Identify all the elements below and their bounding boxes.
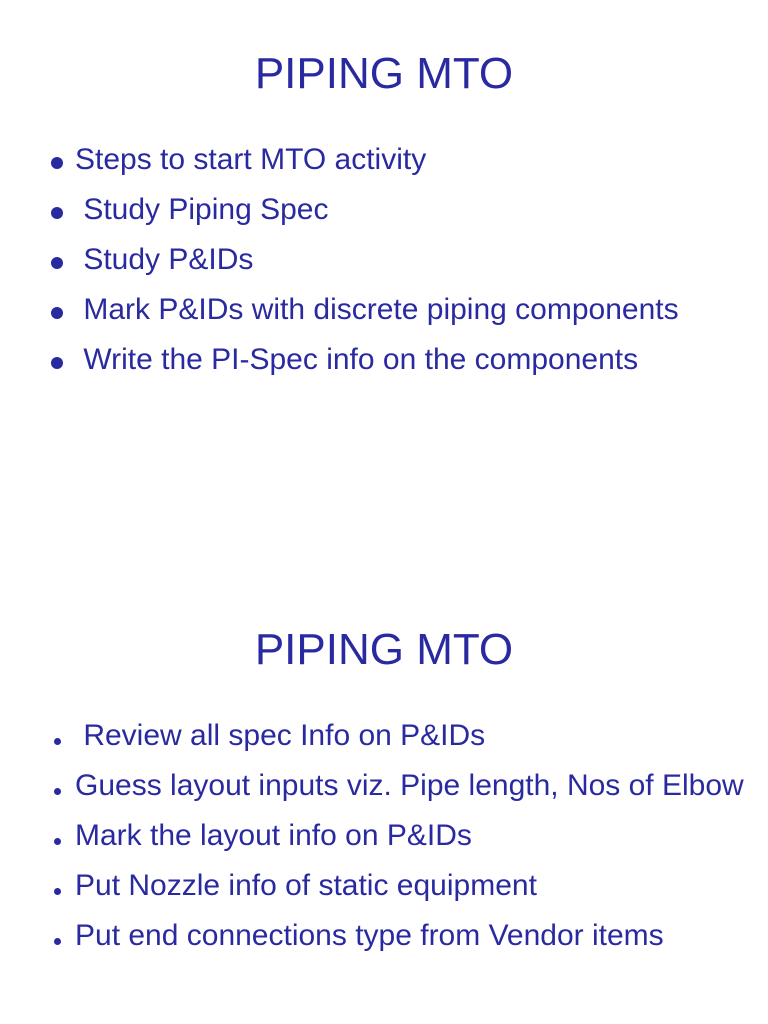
bullet-text: Write the PI-Spec info on the components <box>75 343 639 376</box>
bullet-dot-icon <box>47 715 67 757</box>
bullet-text: Guess layout inputs viz. Pipe length, Nos of Elbow <box>75 769 744 802</box>
slide-2 <box>0 576 768 1024</box>
bullet-dot-icon <box>47 289 67 331</box>
bullet-list <box>0 715 768 965</box>
bullet-dot-icon <box>47 139 67 181</box>
list-item <box>0 139 768 181</box>
list-item <box>0 189 768 231</box>
bullet-dot-icon <box>47 189 67 231</box>
list-item <box>0 239 768 281</box>
bullet-dot-icon <box>47 239 67 281</box>
bullet-text: Mark P&IDs with discrete piping components <box>75 293 679 326</box>
bullet-dot-icon <box>47 765 67 807</box>
bullet-dot-icon <box>47 865 67 907</box>
bullet-text: Steps to start MTO activity <box>75 143 427 176</box>
bullet-list <box>0 139 768 389</box>
bullet-text: Put Nozzle info of static equipment <box>75 869 537 902</box>
bullet-dot-icon <box>47 339 67 381</box>
slide-title: PIPING MTO <box>254 625 514 674</box>
list-item <box>0 715 768 757</box>
bullet-text: Put end connections type from Vendor items <box>75 919 664 952</box>
list-item <box>0 339 768 381</box>
list-item <box>0 765 768 807</box>
slide-title: PIPING MTO <box>254 49 514 98</box>
bullet-text: Study P&IDs <box>75 243 254 276</box>
list-item <box>0 815 768 857</box>
list-item <box>0 915 768 957</box>
list-item <box>0 289 768 331</box>
bullet-text: Mark the layout info on P&IDs <box>75 819 472 852</box>
bullet-dot-icon <box>47 915 67 957</box>
bullet-text: Review all spec Info on P&IDs <box>75 719 486 752</box>
bullet-dot-icon <box>47 815 67 857</box>
bullet-text: Study Piping Spec <box>75 193 329 226</box>
list-item <box>0 865 768 907</box>
